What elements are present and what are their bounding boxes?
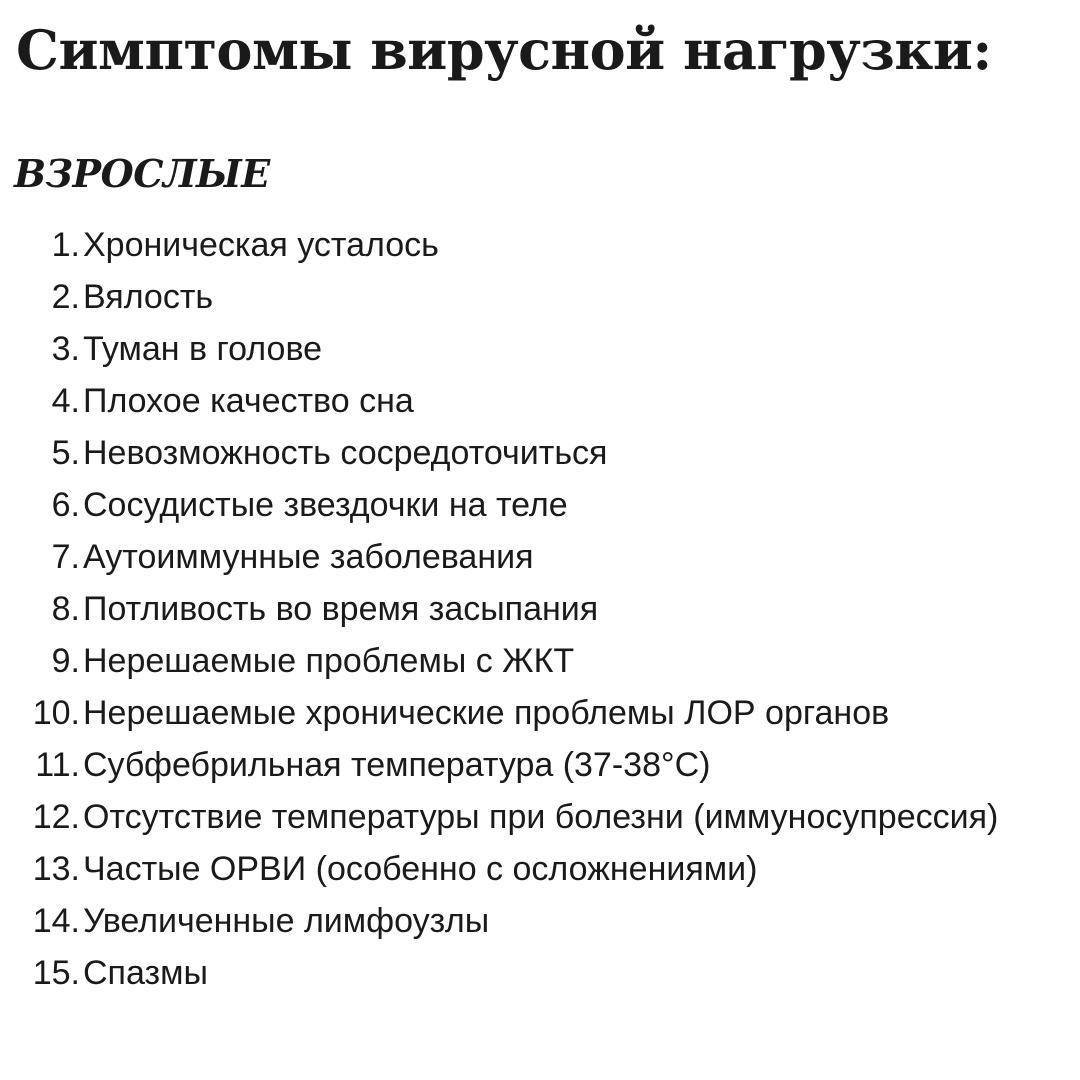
- list-item: [0, 427, 1080, 479]
- item-text: Частые ОРВИ (особенно с осложнениями): [83, 850, 758, 888]
- list-item: [0, 479, 1080, 531]
- item-number: 1.: [51, 226, 80, 264]
- list-item: [0, 531, 1080, 583]
- item-number: 11.: [35, 746, 80, 784]
- item-number: 10.: [32, 694, 80, 732]
- item-number: 14.: [32, 902, 80, 940]
- list-item: [0, 583, 1080, 635]
- page-title: Симптомы вирусной нагрузки:: [16, 18, 992, 82]
- symptom-list: [0, 219, 1080, 999]
- list-item: [0, 947, 1080, 999]
- list-item: [0, 271, 1080, 323]
- item-number: 15.: [32, 954, 80, 992]
- item-number: 12.: [32, 798, 80, 836]
- item-number: 5.: [51, 434, 80, 472]
- item-text: Аутоиммунные заболевания: [83, 538, 534, 576]
- item-text: Хроническая усталось: [83, 226, 439, 264]
- item-text: Туман в голове: [83, 330, 323, 368]
- item-number: 9.: [51, 642, 80, 680]
- item-text: Увеличенные лимфоузлы: [83, 902, 490, 940]
- item-number: 13.: [32, 850, 80, 888]
- item-text: Плохое качество сна: [83, 382, 414, 420]
- item-text: Сосудистые звездочки на теле: [83, 486, 568, 524]
- list-item: [0, 323, 1080, 375]
- list-item: [0, 219, 1080, 271]
- item-number: 7.: [51, 538, 80, 576]
- item-number: 6.: [51, 486, 80, 524]
- list-item: [0, 635, 1080, 687]
- list-item: [0, 739, 1080, 791]
- item-text: Спазмы: [83, 954, 208, 992]
- item-text: Нерешаемые проблемы с ЖКТ: [83, 642, 575, 680]
- item-number: 8.: [51, 590, 80, 628]
- item-number: 3.: [51, 330, 80, 368]
- item-text: Субфебрильная температура (37-38°С): [83, 746, 711, 784]
- item-text: Невозможность сосредоточиться: [83, 434, 608, 472]
- list-item: [0, 687, 1080, 739]
- list-item: [0, 895, 1080, 947]
- item-text: Нерешаемые хронические проблемы ЛОР органов: [83, 694, 890, 732]
- item-number: 2.: [51, 278, 80, 316]
- section-heading: ВЗРОСЛЫЕ: [14, 151, 270, 196]
- item-text: Вялость: [83, 278, 214, 316]
- list-item: [0, 375, 1080, 427]
- item-text: Отсутствие температуры при болезни (иммуносупрессия): [83, 798, 999, 836]
- list-item: [0, 843, 1080, 895]
- list-item: [0, 791, 1080, 843]
- item-number: 4.: [51, 382, 80, 420]
- item-text: Потливость во время засыпания: [83, 590, 599, 628]
